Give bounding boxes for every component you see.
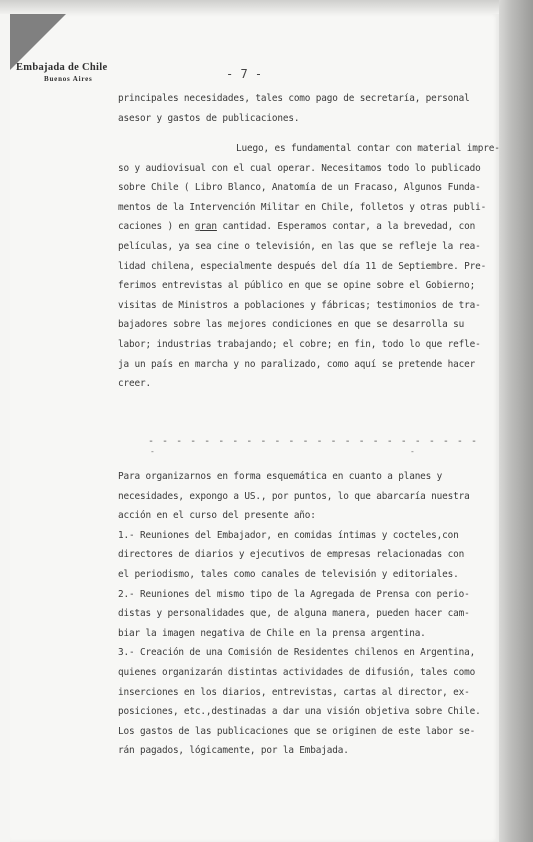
text-line: lidad chilena, especialmente después del día 11 de Septiembre. Pre- — [118, 260, 487, 272]
text-line: bajadores sobre las mejores condiciones en que se desarrolla su — [118, 319, 465, 331]
text-line: sobre Chile ( Libro Blanco, Anatomía de un Fracaso, Algunos Funda- — [118, 182, 481, 194]
section-separator: - - - - - - - - - - - - - - - - - - - - - - - - — [148, 436, 478, 447]
separator-tick-left: - — [150, 447, 155, 456]
text-line: ja un país en marcha y no paralizado, como aquí se pretende hacer — [118, 358, 476, 370]
letterhead-embassy: Embajada de Chile — [16, 62, 108, 73]
text-line: visitas de Ministros a poblaciones y fábricas; testimonios de tra- — [118, 299, 481, 311]
text-line: posiciones, etc.,destinadas a dar una visión objetiva sobre Chile. — [118, 706, 481, 718]
text-line: quienes organizarán distintas actividades de difusión, tales como — [118, 667, 476, 678]
text-line: acción en el curso del presente año: — [118, 510, 316, 522]
document-page — [10, 14, 499, 842]
text-line: 1.- Reuniones del Embajador, en comidas íntimas y cocteles,con — [118, 529, 459, 541]
letterhead-city: Buenos Aires — [44, 75, 93, 83]
text-line: el periodismo, tales como canales de televisión y editoriales. — [118, 569, 459, 580]
text-line: creer. — [118, 378, 151, 390]
letterhead — [16, 62, 107, 83]
text-line: 2.- Reuniones del mismo tipo de la Agregada de Prensa con perio- — [118, 588, 470, 600]
text-line: principales necesidades, tales como pago de secretaría, personal — [118, 93, 470, 104]
text-line: películas, ya sea cine o televisión, en las que se refleje la rea- — [118, 241, 481, 252]
underlined-word: gran — [194, 221, 217, 233]
scan-top-edge — [0, 0, 533, 14]
text-line: directores de diarios y ejecutivos de empresas relacionadas con — [118, 549, 465, 561]
text-line: labor; industrias trabajando; el cobre; en fin, todo lo que refle- — [118, 339, 481, 350]
text-line: caciones ) en gran cantidad. Esperamos contar, a la brevedad, con — [118, 221, 476, 233]
text-line: ferimos entrevistas al público en que se opine sobre el Gobierno; — [118, 280, 476, 292]
text-line: inserciones en los diarios, entrevistas, cartas al director, ex- — [118, 686, 470, 698]
text-line: Para organizarnos en forma esquemática en cuanto a planes y — [118, 471, 443, 482]
text-line: distas y personalidades que, de alguna manera, pueden hacer cam- — [118, 608, 470, 620]
text-line: necesidades, expongo a US., por puntos, lo que abarcaría nuestra — [118, 490, 470, 502]
text-line: Los gastos de las publicaciones que se originen de este labor se- — [118, 725, 476, 737]
separator-tick-right: - — [410, 447, 415, 456]
text-line: biar la imagen negativa de Chile en la prensa argentina. — [118, 627, 426, 639]
text-line: asesor y gastos de publicaciones. — [118, 112, 300, 124]
page-number: - 7 - — [226, 67, 263, 81]
text-line: 3.- Creación de una Comisión de Residentes chilenos en Argentina, — [118, 647, 476, 659]
text-line: so y audiovisual con el cual operar. Necesitamos todo lo publicado — [118, 162, 481, 174]
text-line: Luego, es fundamental contar con material impre- — [236, 143, 500, 154]
text-line: rán pagados, lógicamente, por la Embajada. — [118, 745, 349, 757]
scan-right-edge — [499, 0, 533, 842]
text-line: mentos de la Intervención Militar en Chile, folletos y otras publi- — [118, 201, 487, 213]
